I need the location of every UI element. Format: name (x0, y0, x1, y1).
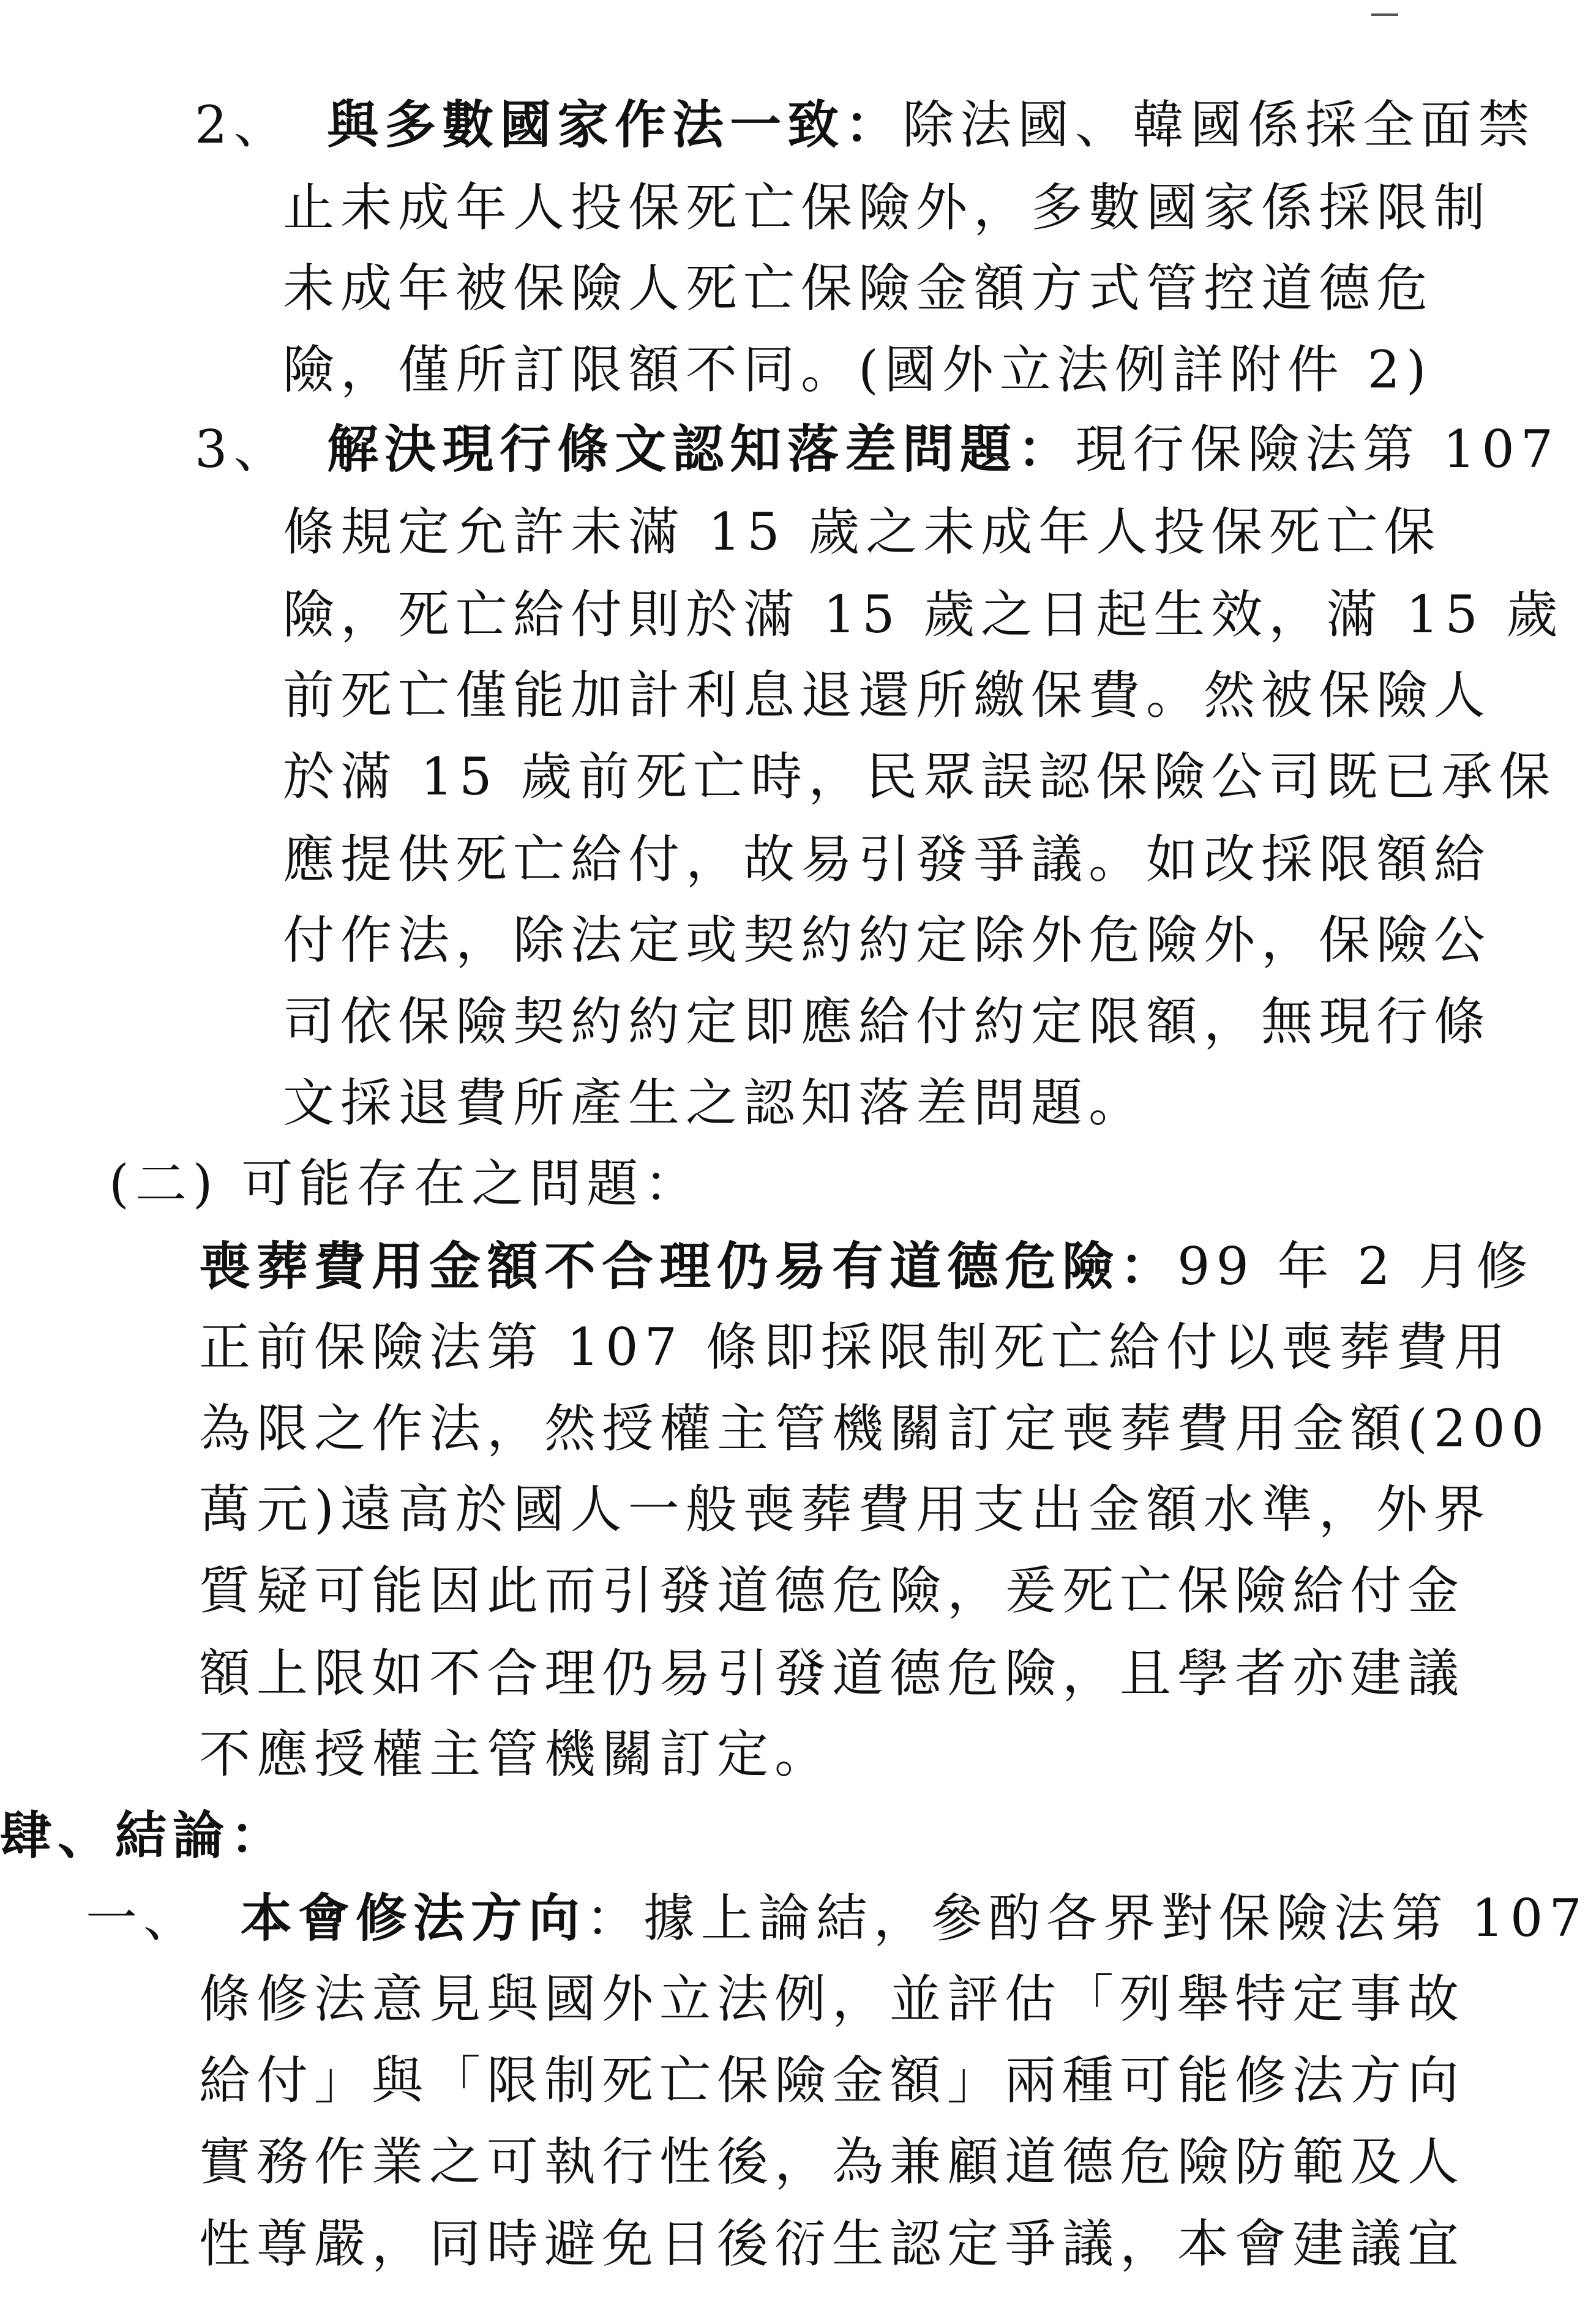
section2-heading: (二) 可能存在之問題： (109, 1154, 702, 1214)
item3-number: 3、 (195, 419, 291, 479)
conclusion-item1-number: 一、 (86, 1888, 201, 1948)
item3-line-1: 條規定允許未滿 15 歲之未成年人投保死亡保 (283, 502, 1442, 562)
problem-line-5: 額上限如不合理仍易引發道德危險，且學者亦建議 (199, 1643, 1466, 1703)
problem-line-2: 為限之作法，然授權主管機關訂定喪葬費用金額(200 (199, 1399, 1551, 1459)
item3-line-8: 文採退費所產生之認知落差問題。 (283, 1073, 1147, 1133)
conclusion-item1-line-4: 性尊嚴，同時避免日後衍生認定爭議，本會建議宜 (199, 2214, 1466, 2274)
item2-line-3: 險，僅所訂限額不同。(國外立法例詳附件 2) (283, 340, 1433, 400)
problem-heading: 喪葬費用金額不合理仍易有道德危險： (199, 1236, 1178, 1296)
problem-line-3: 萬元)遠高於國人一般喪葬費用支出金額水準，外界 (199, 1479, 1491, 1539)
problem-line-1: 正前保險法第 107 條即採限制死亡給付以喪葬費用 (199, 1317, 1511, 1377)
item3-line-3: 前死亡僅能加計利息退還所繳保費。然被保險人 (283, 665, 1492, 725)
item2-line-1: 止未成年人投保死亡保險外，多數國家係採限制 (283, 177, 1492, 237)
problem-line-6: 不應授權主管機關訂定。 (199, 1724, 833, 1784)
item2-line-2: 未成年被保險人死亡保險金額方式管控道德危 (283, 258, 1434, 318)
scan-mark (1371, 13, 1398, 16)
conclusion-item1-heading: 本會修法方向 (240, 1888, 586, 1948)
item3-line-4: 於滿 15 歲前死亡時，民眾誤認保險公司既已承保 (283, 747, 1557, 807)
problem-first-line (199, 1233, 1534, 1299)
item2-first-line (195, 92, 1535, 158)
item3-heading: 解決現行條文認知落差問題： (327, 419, 1076, 479)
item3-line-5: 應提供死亡給付，故易引發爭議。如改採限額給 (283, 829, 1492, 889)
item2-heading: 與多數國家作法一致： (327, 94, 903, 155)
problem-line-0: 99 年 2 月修 (1177, 1236, 1534, 1296)
problem-line-4: 質疑可能因此而引發道德危險，爰死亡保險給付金 (199, 1561, 1466, 1621)
item2-number: 2、 (195, 95, 291, 155)
conclusion-item1-line-3: 實務作業之可執行性後，為兼顧道德危險防範及人 (199, 2132, 1466, 2192)
item3-line-2: 險，死亡給付則於滿 15 歲之日起生效，滿 15 歲 (283, 585, 1564, 645)
conclusion-item1-line-1: 條修法意見與國外立法例，並評估「列舉特定事故 (199, 1969, 1466, 2029)
conclusion-item1-first-line (86, 1885, 1588, 1951)
item3-line-7: 司依保險契約約定即應給付約定限額，無現行條 (283, 992, 1492, 1052)
item2-line-0: 除法國、韓國係採全面禁 (902, 95, 1536, 155)
conclusion-item1-line-0: ：據上論結，參酌各界對保險法第 107 (585, 1888, 1588, 1948)
item3-line-6: 付作法，除法定或契約約定除外危險外，保險公 (283, 910, 1492, 970)
conclusion-heading: 肆、結論： (0, 1805, 288, 1866)
conclusion-item1-line-2: 給付」與「限制死亡保險金額」兩種可能修法方向 (199, 2050, 1466, 2110)
item3-line-0: 現行保險法第 107 (1075, 419, 1560, 479)
item3-first-line (195, 416, 1559, 482)
